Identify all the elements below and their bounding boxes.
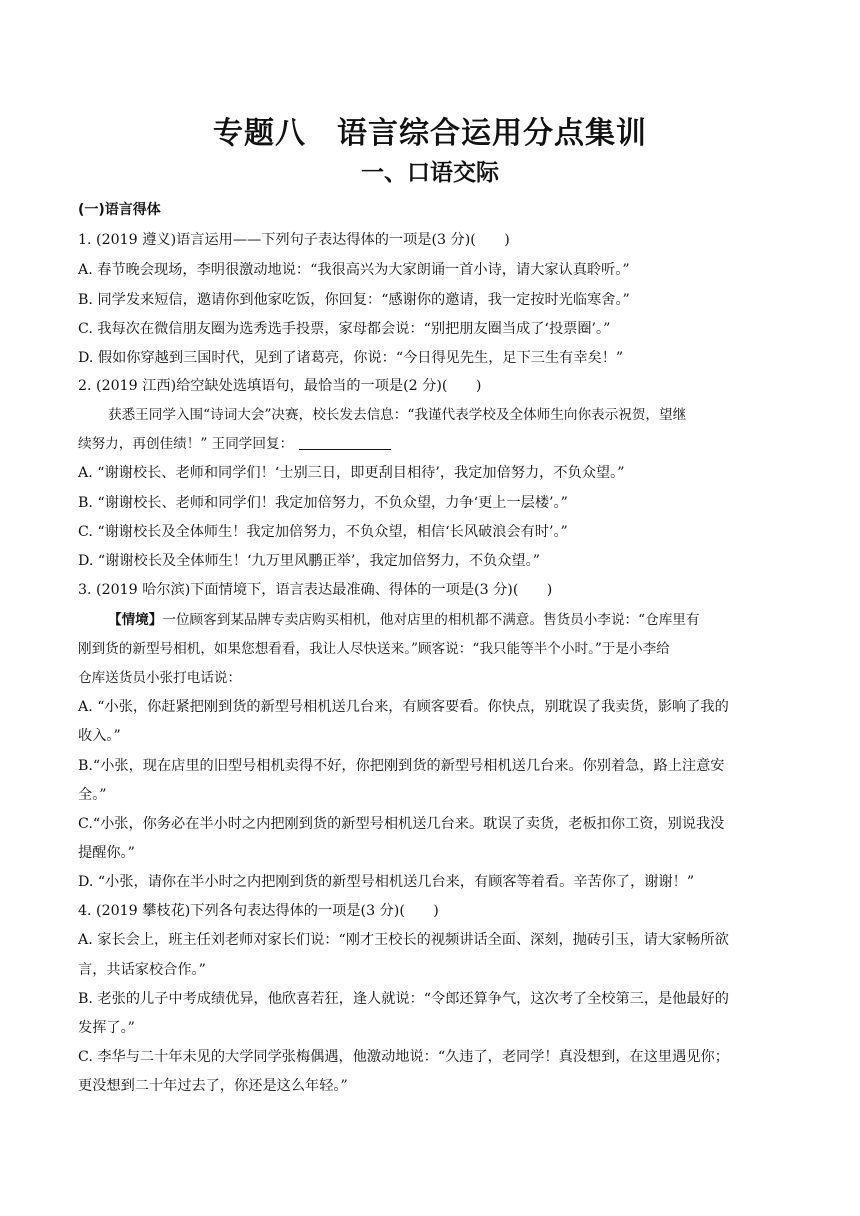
q1-stem: 1. (2019 遵义)语言运用——下列句子表达得体的一项是(3 分)( ) — [78, 232, 510, 248]
q2-option-a: A. “谢谢校长、老师和同学们！‘士别三日，即更刮目相待’，我定加倍努力，不负众望。” — [78, 465, 625, 481]
q3-option-d: D. “小张，请你在半小时之内把刚到货的新型号相机送几台来，有顾客等着看。辛苦你了，谢谢！” — [78, 874, 695, 890]
q3-situation-line — [108, 610, 786, 630]
q3-option-a: A. “小张，你赶紧把刚到货的新型号相机送几台来，有顾客要看。你快点，别耽误了我卖货，影响了我的 — [78, 699, 729, 715]
q3-option-c-cont: 提醒你。” — [78, 845, 135, 861]
q1-option-b: B. 同学发来短信，邀请你到他家吃饭，你回复：“感谢你的邀请，我一定按时光临寒舍。” — [78, 292, 630, 308]
q4-option-c: C. 李华与二十年未见的大学同学张梅偶遇，他激动地说：“久违了，老同学！真没想到，在这里遇见你； — [78, 1049, 729, 1065]
q4-stem: 4. (2019 攀枝花)下列各句表达得体的一项是(3 分)( ) — [78, 903, 439, 919]
q2-option-c: C. “谢谢校长及全体师生！我定加倍努力，不负众望，相信‘长风破浪会有时’。” — [78, 524, 568, 540]
q4-option-a-cont: 言，共话家校合作。” — [78, 962, 206, 978]
q3-stem: 3. (2019 哈尔滨)下面情境下，语言表达最准确、得体的一项是(3 分)( ) — [78, 582, 553, 598]
page-title: 专题八 语言综合运用分点集训 — [213, 116, 647, 151]
q3-option-b-cont: 全。” — [78, 787, 107, 803]
situation-tag: 【情境】 — [108, 612, 163, 628]
section-heading: (一)语言得体 — [78, 202, 161, 218]
q3-option-a-cont: 收入。” — [78, 728, 121, 744]
q2-passage-line: 获悉王同学入围“诗词大会”决赛，校长发去信息：“我谨代表学校及全体师生向你表示祝贺，望继 — [108, 407, 687, 423]
q4-option-a: A. 家长会上，班主任刘老师对家长们说：“刚才王校长的视频讲话全面、深刻，抛砖引玉，请大家畅所欲 — [78, 932, 729, 948]
section-subtitle: 一、口语交际 — [361, 160, 499, 186]
q3-option-b: B.“小张，现在店里的旧型号相机卖得不好，你把刚到货的新型号相机送几台来。你别着急，路上注意安 — [78, 758, 725, 774]
q1-option-a: A. 春节晚会现场，李明很激动地说：“我很高兴为大家朗诵一首小诗，请大家认真聆听。” — [78, 262, 630, 278]
situation-text: 一位顾客到某品牌专卖店购买相机，他对店里的相机都不满意。售货员小李说：“仓库里有 — [162, 612, 700, 628]
q2-stem: 2. (2019 江西)给空缺处选填语句，最恰当的一项是(2 分)( ) — [78, 378, 482, 394]
q2-option-b: B. “谢谢校长、老师和同学们！我定加倍努力，不负众望，力争‘更上一层楼’。” — [78, 495, 568, 511]
q3-situation-line: 仓库送货员小张打电话说： — [78, 670, 242, 686]
q1-option-c: C. 我每次在微信朋友圈为选秀选手投票，家母都会说：“别把朋友圈当成了‘投票圈’。” — [78, 321, 611, 337]
answer-blank — [299, 435, 391, 450]
q2-option-d: D. “谢谢校长及全体师生！‘九万里风鹏正举’，我定加倍努力，不负众望。” — [78, 553, 540, 569]
q1-option-d: D. 假如你穿越到三国时代，见到了诸葛亮，你说：“今日得见先生，足下三生有幸矣！” — [78, 350, 624, 366]
q3-situation-line: 刚到货的新型号相机，如果您想看看，我让人尽快送来。”顾客说：“我只能等半个小时。”于是小李给 — [78, 641, 670, 657]
q4-option-c-cont: 更没想到二十年过去了，你还是这么年轻。” — [78, 1078, 348, 1094]
q2-passage-line — [78, 434, 786, 454]
q3-option-c: C.“小张，你务必在半小时之内把刚到货的新型号相机送几台来。耽误了卖货，老板扣你工资，别说我没 — [78, 816, 725, 832]
q4-option-b: B. 老张的儿子中考成绩优异，他欣喜若狂，逢人就说：“令郎还算争气，这次考了全校第三，是他最好的 — [78, 991, 729, 1007]
q4-option-b-cont: 发挥了。” — [78, 1020, 135, 1036]
q2-passage-text: 续努力，再创佳绩！” 王同学回复： — [78, 436, 294, 452]
